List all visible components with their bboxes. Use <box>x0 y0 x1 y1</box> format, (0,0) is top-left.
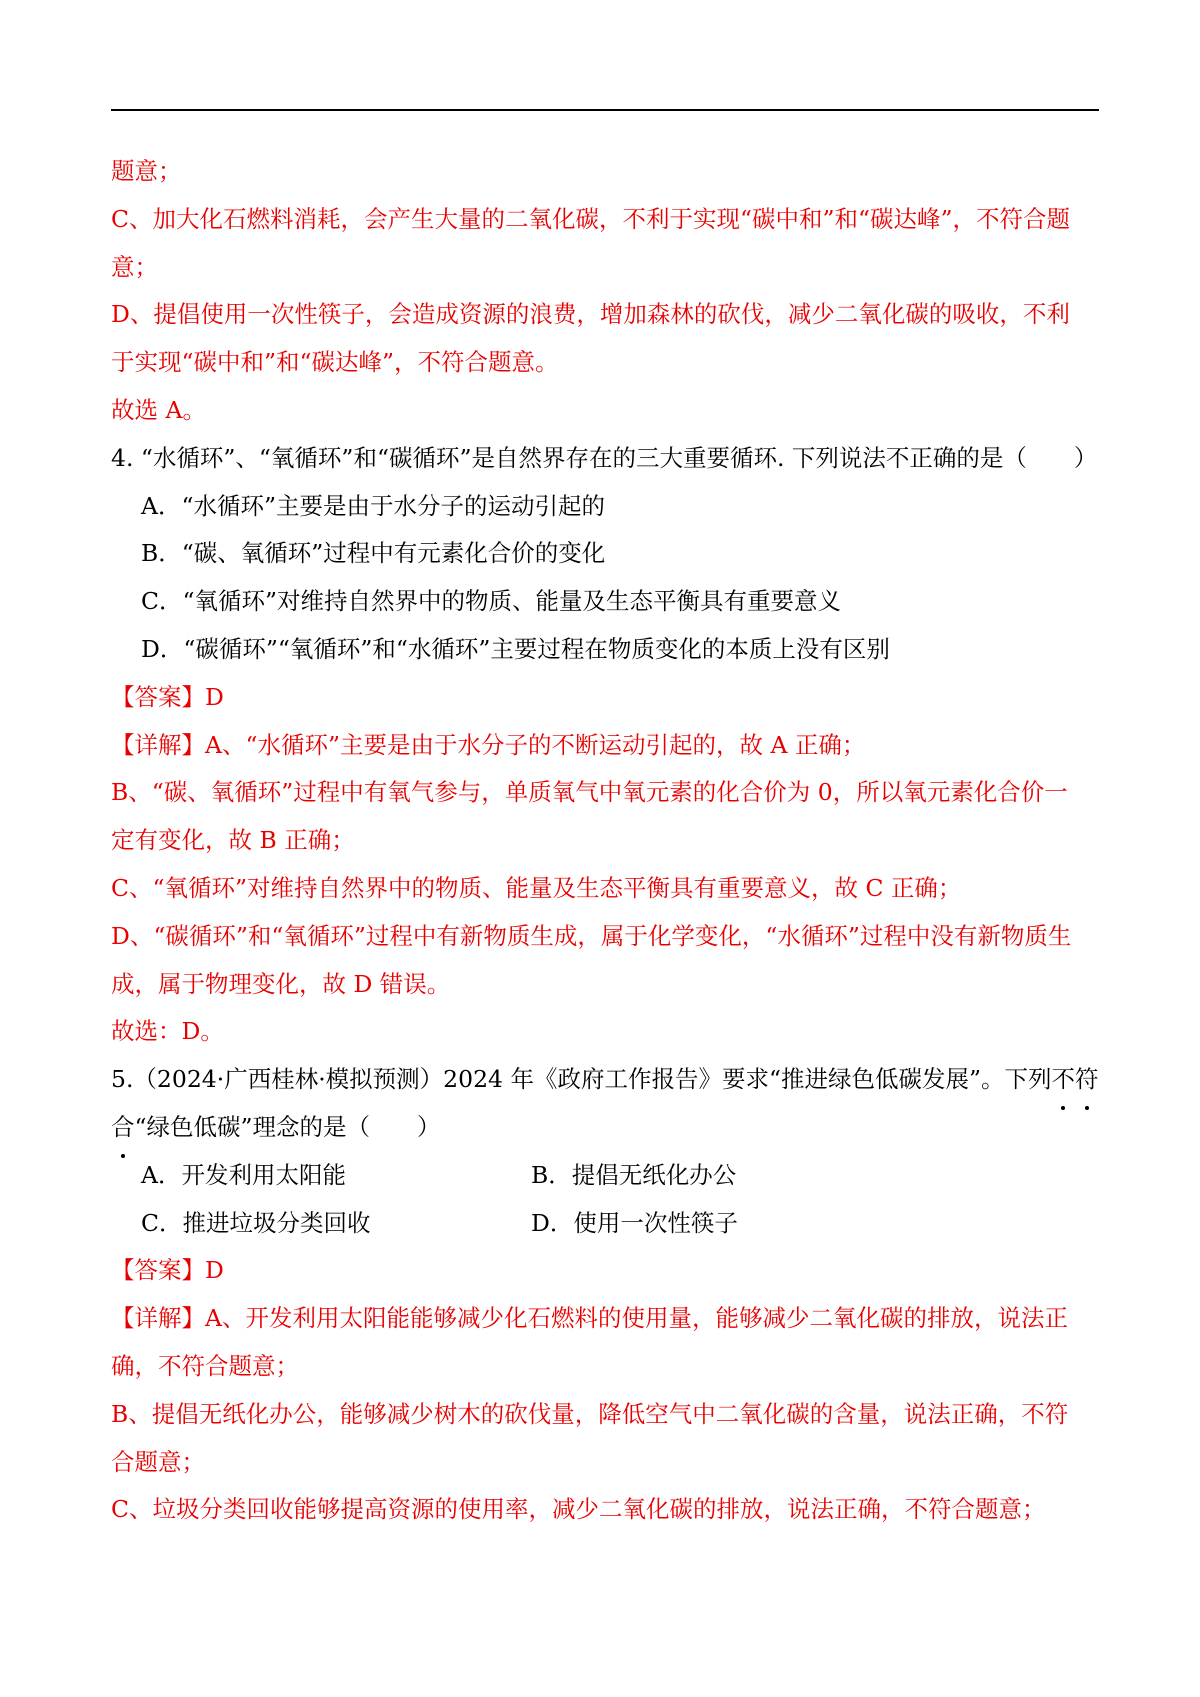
text-line: 【详解】A、开发利用太阳能能够减少化石燃料的使用量，能够减少二氧化碳的排放，说法正 <box>111 1304 1068 1333</box>
option-a: A．开发利用太阳能 <box>141 1160 346 1189</box>
question-5-options-row-2 <box>111 1200 1101 1248</box>
question-5 <box>111 1056 1101 1247</box>
text-line: D．“碳循环”“氧循环”和“水循环”主要过程在物质变化的本质上没有区别 <box>141 634 890 663</box>
text-line: 确，不符合题意； <box>111 1351 299 1380</box>
option-d: D．使用一次性筷子 <box>531 1208 738 1237</box>
text-line: 合题意； <box>111 1447 205 1476</box>
text-line: C、加大化石燃料消耗，会产生大量的二氧化碳，不利于实现“碳中和”和“碳达峰”，不符合题 <box>111 204 1071 233</box>
text-line: 【答案】D <box>111 682 224 711</box>
text-line: 成，属于物理变化，故 D 错误。 <box>111 969 451 998</box>
text-line: C．“氧循环”对维持自然界中的物质、能量及生态平衡具有重要意义 <box>141 587 842 616</box>
option-b: B．提倡无纸化办公 <box>531 1160 737 1189</box>
text-line: 题意； <box>111 157 182 185</box>
text-line: 定有变化，故 B 正确； <box>111 826 355 855</box>
option-c: C．推进垃圾分类回收 <box>141 1208 371 1237</box>
question-5-stem-line-1 <box>111 1056 1101 1104</box>
header-rule <box>111 109 1099 111</box>
text-line: C、“氧循环”对维持自然界中的物质、能量及生态平衡具有重要意义，故 C 正确； <box>111 873 962 902</box>
text-line: 于实现“碳中和”和“碳达峰”，不符合题意。 <box>111 348 559 377</box>
emphasis-char-1: 不 <box>1051 1056 1075 1104</box>
question-5-stem-suffix: “绿色低碳”理念的是（ ） <box>134 1112 441 1141</box>
text-line: 4. “水循环”、“氧循环”和“碳循环”是自然界存在的三大重要循环. 下列说法不正确的是（ ） <box>111 443 1098 472</box>
question-5-options-row-1 <box>111 1152 1101 1200</box>
question-5-stem-line-2 <box>111 1104 1101 1152</box>
section-q3-q4 <box>111 148 1101 1056</box>
text-line: A．“水循环”主要是由于水分子的运动引起的 <box>141 491 605 520</box>
text-line: 故选：D。 <box>111 1017 224 1046</box>
text-line: 意； <box>111 252 158 281</box>
text-line: D、提倡使用一次性筷子，会造成资源的浪费，增加森林的砍伐，减少二氧化碳的吸收，不利 <box>111 300 1070 329</box>
emphasis-dot-icon <box>121 1154 125 1158</box>
text-line: 【详解】A、“水循环”主要是由于水分子的不断运动引起的，故 A 正确； <box>111 730 866 759</box>
page-content <box>111 148 1101 1534</box>
text-line: D、“碳循环”和“氧循环”过程中有新物质生成，属于化学变化，“水循环”过程中没有新物质生 <box>111 921 1072 950</box>
emphasis-char-3: 合 <box>111 1104 135 1152</box>
section-q5-answer <box>111 1247 1101 1534</box>
text-line: B、“碳、氧循环”过程中有氧气参与，单质氧气中氧元素的化合价为 0，所以氧元素化合价一 <box>111 778 1068 807</box>
text-line: B、提倡无纸化办公，能够减少树木的砍伐量，降低空气中二氧化碳的含量，说法正确，不符 <box>111 1399 1069 1428</box>
emphasis-char-2: 符 <box>1075 1056 1099 1104</box>
text-line: B．“碳、氧循环”过程中有元素化合价的变化 <box>141 539 606 568</box>
emphasis-dot-icon <box>1085 1106 1089 1110</box>
text-line: 【答案】D <box>111 1256 224 1285</box>
question-5-stem-prefix: 5.（2024·广西桂林·模拟预测）2024 年《政府工作报告》要求“推进绿色低碳发展”。下列 <box>111 1065 1052 1094</box>
text-line: C、垃圾分类回收能够提高资源的使用率，减少二氧化碳的排放，说法正确，不符合题意； <box>111 1495 1046 1524</box>
text-line: 故选 A。 <box>111 395 206 424</box>
